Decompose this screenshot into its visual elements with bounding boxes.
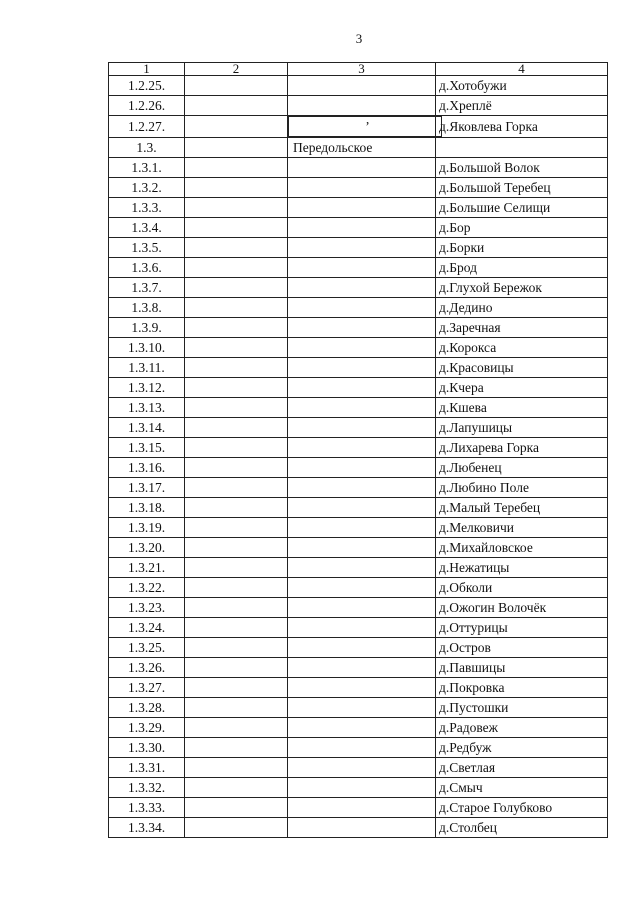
column-3-cell [288, 238, 436, 258]
column-3-cell [288, 778, 436, 798]
settlement-name-cell: д.Красовицы [436, 358, 608, 378]
settlement-name-cell: д.Большой Теребец [436, 178, 608, 198]
column-3-cell [288, 76, 436, 96]
row-number-cell: 1.3.4. [109, 218, 185, 238]
row-number-cell: 1.3.19. [109, 518, 185, 538]
table-row [109, 218, 608, 238]
table-row [109, 318, 608, 338]
column-3-cell [288, 538, 436, 558]
row-number-cell: 1.3.18. [109, 498, 185, 518]
column-3-cell [288, 558, 436, 578]
column-2-cell [185, 178, 288, 198]
row-number-cell: 1.3.10. [109, 338, 185, 358]
column-2-cell [185, 218, 288, 238]
row-number-cell: 1.3.22. [109, 578, 185, 598]
column-3-cell [288, 738, 436, 758]
column-3-cell [288, 458, 436, 478]
settlement-name-cell: д.Борки [436, 238, 608, 258]
column-2-cell [185, 798, 288, 818]
table-row [109, 618, 608, 638]
column-2-cell [185, 198, 288, 218]
settlement-name-cell: д.Кшева [436, 398, 608, 418]
table-row [109, 258, 608, 278]
table-row [109, 678, 608, 698]
column-3-cell [288, 578, 436, 598]
column-3-cell [288, 658, 436, 678]
column-3-cell [288, 218, 436, 238]
row-number-cell: 1.3.17. [109, 478, 185, 498]
column-3-cell [288, 398, 436, 418]
settlement-name-cell: д.Большой Волок [436, 158, 608, 178]
table-row [109, 358, 608, 378]
column-3-cell [288, 158, 436, 178]
settlement-name-cell: д.Любино Поле [436, 478, 608, 498]
column-2-cell [185, 478, 288, 498]
table-row [109, 498, 608, 518]
settlement-name-cell: д.Покровка [436, 678, 608, 698]
page-number: 3 [355, 31, 363, 46]
table-row [109, 778, 608, 798]
row-number-cell: 1.3.9. [109, 318, 185, 338]
column-2-cell [185, 378, 288, 398]
table-row [109, 278, 608, 298]
row-number-cell: 1.3.32. [109, 778, 185, 798]
column-2-cell [185, 418, 288, 438]
table-row [109, 238, 608, 258]
settlement-name-cell: д.Ожогин Волочёк [436, 598, 608, 618]
table-row [109, 438, 608, 458]
row-number-cell: 1.3.25. [109, 638, 185, 658]
column-2-cell [185, 738, 288, 758]
column-2-cell [185, 76, 288, 96]
column-3-cell [288, 798, 436, 818]
row-number-cell: 1.3.31. [109, 758, 185, 778]
table-row [109, 718, 608, 738]
row-number-cell: 1.3.7. [109, 278, 185, 298]
settlement-name-cell: д.Старое Голубково [436, 798, 608, 818]
settlement-name-cell: д.Смыч [436, 778, 608, 798]
header-col-3: 3 [288, 63, 436, 76]
column-3-cell [288, 418, 436, 438]
row-number-cell: 1.3.3. [109, 198, 185, 218]
row-number-cell: 1.3.14. [109, 418, 185, 438]
column-2-cell [185, 398, 288, 418]
row-number-cell: 1.3.26. [109, 658, 185, 678]
table-row [109, 116, 608, 138]
column-2-cell [185, 458, 288, 478]
column-2-cell [185, 158, 288, 178]
settlement-name-cell: д.Павшицы [436, 658, 608, 678]
column-3-cell [288, 278, 436, 298]
settlement-name-cell: д.Бор [436, 218, 608, 238]
header-col-1: 1 [109, 63, 185, 76]
stray-mark: ʼ [288, 116, 442, 137]
table-row [109, 458, 608, 478]
column-3-cell [288, 598, 436, 618]
column-3-cell [288, 758, 436, 778]
column-2-cell [185, 658, 288, 678]
row-number-cell: 1.3. [109, 138, 185, 158]
column-2-cell [185, 698, 288, 718]
settlement-name-cell: д.Большие Селищи [436, 198, 608, 218]
row-number-cell: 1.3.34. [109, 818, 185, 838]
column-2-cell [185, 578, 288, 598]
row-number-cell: 1.3.13. [109, 398, 185, 418]
row-number-cell: 1.3.12. [109, 378, 185, 398]
row-number-cell: 1.3.8. [109, 298, 185, 318]
table-header-row [109, 63, 608, 76]
settlement-name-cell: д.Мелковичи [436, 518, 608, 538]
column-3-cell [288, 718, 436, 738]
settlement-name-cell: д.Светлая [436, 758, 608, 778]
row-number-cell: 1.3.33. [109, 798, 185, 818]
settlement-name-cell: д.Корокса [436, 338, 608, 358]
column-2-cell [185, 438, 288, 458]
table-row [109, 798, 608, 818]
column-3-cell [288, 638, 436, 658]
table-row [109, 518, 608, 538]
column-3-cell [288, 318, 436, 338]
table-row [109, 698, 608, 718]
table-row [109, 76, 608, 96]
column-3-cell [288, 178, 436, 198]
column-2-cell [185, 538, 288, 558]
column-3-cell: Передольское [288, 138, 436, 158]
settlement-name-cell: д.Дедино [436, 298, 608, 318]
row-number-cell: 1.3.6. [109, 258, 185, 278]
settlement-name-cell: д.Заречная [436, 318, 608, 338]
column-2-cell [185, 618, 288, 638]
header-col-4: 4 [436, 63, 608, 76]
table-row [109, 638, 608, 658]
table-row [109, 178, 608, 198]
column-2-cell [185, 758, 288, 778]
column-2-cell [185, 718, 288, 738]
settlement-name-cell: д.Остров [436, 638, 608, 658]
row-number-cell: 1.3.29. [109, 718, 185, 738]
table-row [109, 138, 608, 158]
row-number-cell: 1.3.11. [109, 358, 185, 378]
column-2-cell [185, 558, 288, 578]
settlement-name-cell: д.Лихарева Горка [436, 438, 608, 458]
table-row [109, 658, 608, 678]
row-number-cell: 1.2.26. [109, 96, 185, 116]
settlement-name-cell: д.Малый Теребец [436, 498, 608, 518]
table-row [109, 378, 608, 398]
row-number-cell: 1.2.27. [109, 116, 185, 138]
settlement-name-cell: д.Столбец [436, 818, 608, 838]
column-3-cell [288, 298, 436, 318]
table-row [109, 738, 608, 758]
column-3-cell [288, 678, 436, 698]
table-row [109, 578, 608, 598]
settlement-name-cell: д.Обколи [436, 578, 608, 598]
column-2-cell [185, 138, 288, 158]
table-row [109, 758, 608, 778]
column-2-cell [185, 358, 288, 378]
table-row [109, 418, 608, 438]
row-number-cell: 1.3.15. [109, 438, 185, 458]
settlement-name-cell [436, 138, 608, 158]
row-number-cell: 1.3.21. [109, 558, 185, 578]
column-3-cell [288, 378, 436, 398]
column-3-cell [288, 438, 436, 458]
column-3-cell [288, 618, 436, 638]
row-number-cell: 1.3.23. [109, 598, 185, 618]
table-row [109, 298, 608, 318]
column-2-cell [185, 278, 288, 298]
table-row [109, 198, 608, 218]
column-2-cell [185, 598, 288, 618]
column-3-cell [288, 198, 436, 218]
column-2-cell [185, 238, 288, 258]
table-body [109, 63, 608, 838]
row-number-cell: 1.3.20. [109, 538, 185, 558]
row-number-cell: 1.3.5. [109, 238, 185, 258]
column-2-cell [185, 318, 288, 338]
column-2-cell [185, 298, 288, 318]
header-col-2: 2 [185, 63, 288, 76]
column-3-cell [288, 478, 436, 498]
settlement-name-cell: д.Любенец [436, 458, 608, 478]
column-2-cell [185, 116, 288, 138]
column-3-cell [288, 498, 436, 518]
column-2-cell [185, 638, 288, 658]
column-3-cell [288, 358, 436, 378]
settlement-name-cell: д.Хотобужи [436, 76, 608, 96]
column-3-cell [288, 338, 436, 358]
column-3-cell [288, 518, 436, 538]
table-row [109, 598, 608, 618]
row-number-cell: 1.3.27. [109, 678, 185, 698]
row-number-cell: 1.3.30. [109, 738, 185, 758]
settlement-name-cell: д.Редбуж [436, 738, 608, 758]
table-row [109, 558, 608, 578]
column-2-cell [185, 96, 288, 116]
row-number-cell: 1.2.25. [109, 76, 185, 96]
column-2-cell [185, 818, 288, 838]
row-number-cell: 1.3.16. [109, 458, 185, 478]
column-2-cell [185, 778, 288, 798]
column-2-cell [185, 678, 288, 698]
settlement-name-cell: д.Лапушицы [436, 418, 608, 438]
settlement-name-cell: д.Яковлева Горка [436, 116, 608, 138]
column-2-cell [185, 338, 288, 358]
table-row [109, 538, 608, 558]
settlement-name-cell: д.Пустошки [436, 698, 608, 718]
settlement-name-cell: д.Кчера [436, 378, 608, 398]
row-number-cell: 1.3.28. [109, 698, 185, 718]
column-3-cell [288, 96, 436, 116]
column-3-cell [288, 258, 436, 278]
row-number-cell: 1.3.2. [109, 178, 185, 198]
settlement-name-cell: д.Хреплё [436, 96, 608, 116]
table-row [109, 398, 608, 418]
table-row [109, 478, 608, 498]
table-row [109, 338, 608, 358]
table-row [109, 818, 608, 838]
settlement-name-cell: д.Брод [436, 258, 608, 278]
settlement-name-cell: д.Глухой Бережок [436, 278, 608, 298]
settlement-name-cell: д.Оттурицы [436, 618, 608, 638]
column-2-cell [185, 518, 288, 538]
column-2-cell [185, 498, 288, 518]
row-number-cell: 1.3.24. [109, 618, 185, 638]
settlements-table [108, 62, 608, 838]
column-2-cell [185, 258, 288, 278]
settlement-name-cell: д.Радовеж [436, 718, 608, 738]
row-number-cell: 1.3.1. [109, 158, 185, 178]
settlement-name-cell: д.Нежатицы [436, 558, 608, 578]
column-3-cell [288, 698, 436, 718]
column-3-cell [288, 818, 436, 838]
table-row [109, 158, 608, 178]
settlement-name-cell: д.Михайловское [436, 538, 608, 558]
table-row [109, 96, 608, 116]
